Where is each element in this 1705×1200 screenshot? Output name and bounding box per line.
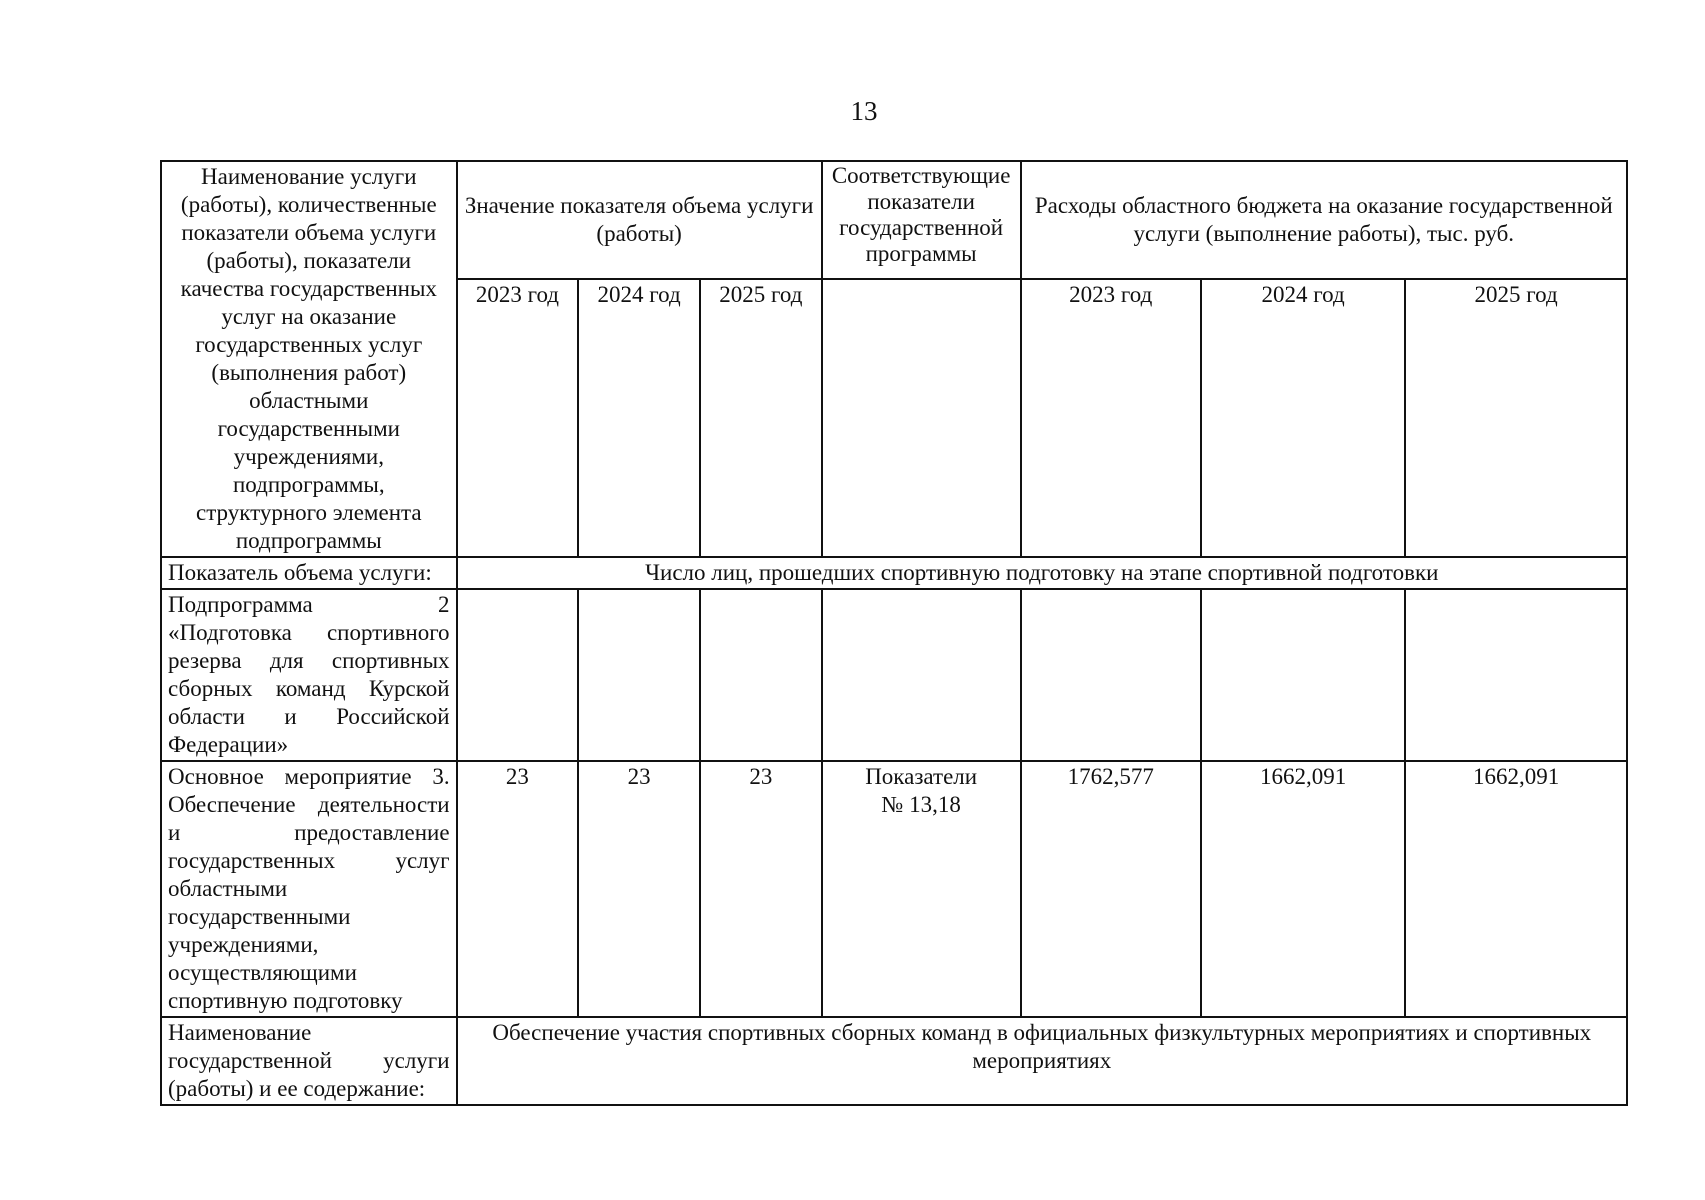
header-volume-year-2025: 2025 год xyxy=(700,279,822,557)
main-event-label: Основное мероприятие 3. Обеспечение деятельности и предоставление государственных услуг областными государственными учреждениями, осуществляющими спортивную подготовку xyxy=(161,761,457,1017)
header-indicators-cell: Соответствующие показатели государственной программы xyxy=(822,161,1021,279)
main-event-row xyxy=(161,761,1627,1017)
header-volume-year-2024: 2024 год xyxy=(578,279,700,557)
budget-table xyxy=(160,160,1628,1106)
volume-indicator-value: Число лиц, прошедших спортивную подготовку на этапе спортивной подготовки xyxy=(457,557,1627,589)
volume-indicator-label: Показатель объема услуги: xyxy=(161,557,457,589)
subprogram-empty-cell xyxy=(1201,589,1405,761)
main-event-expense-2024: 1662,091 xyxy=(1201,761,1405,1017)
subprogram-row xyxy=(161,589,1627,761)
header-expense-year-2024: 2024 год xyxy=(1201,279,1405,557)
header-expense-year-2023: 2023 год xyxy=(1021,279,1201,557)
main-event-indicators: Показатели № 13,18 xyxy=(822,761,1021,1017)
subprogram-empty-cell xyxy=(578,589,700,761)
subprogram-empty-cell xyxy=(700,589,822,761)
header-volume-year-2023: 2023 год xyxy=(457,279,579,557)
subprogram-label: Подпрограмма 2 «Подготовка спортивного резерва для спортивных сборных команд Курской области и Российской Федерации» xyxy=(161,589,457,761)
main-event-volume-2025: 23 xyxy=(700,761,822,1017)
subprogram-empty-cell xyxy=(1021,589,1201,761)
header-volume-group: Значение показателя объема услуги (работы) xyxy=(457,161,822,279)
main-event-volume-2023: 23 xyxy=(457,761,579,1017)
header-expenses-group: Расходы областного бюджета на оказание государственной услуги (выполнение работы), тыс. руб. xyxy=(1021,161,1627,279)
page-number: 13 xyxy=(850,96,878,126)
subprogram-empty-cell xyxy=(1405,589,1627,761)
header-expense-year-2025: 2025 год xyxy=(1405,279,1627,557)
volume-indicator-row xyxy=(161,557,1627,589)
service-name-label: Наименование государственной услуги (работы) и ее содержание: xyxy=(161,1017,457,1105)
service-name-row xyxy=(161,1017,1627,1105)
header-row-1 xyxy=(161,161,1627,279)
main-event-volume-2024: 23 xyxy=(578,761,700,1017)
subprogram-empty-cell xyxy=(822,589,1021,761)
header-name-cell: Наименование услуги (работы), количественные показатели объема услуги (работы), показатели качества государственных услуг на оказание государственных услуг (выполнения работ) областными государственными учреждениями, подпрограммы, структурного элемента подпрограммы xyxy=(161,161,457,557)
header-indicators-empty xyxy=(822,279,1021,557)
subprogram-empty-cell xyxy=(457,589,579,761)
service-name-value: Обеспечение участия спортивных сборных команд в официальных физкультурных мероприятиях и спортивных мероприятиях xyxy=(457,1017,1627,1105)
main-event-expense-2025: 1662,091 xyxy=(1405,761,1627,1017)
main-event-expense-2023: 1762,577 xyxy=(1021,761,1201,1017)
